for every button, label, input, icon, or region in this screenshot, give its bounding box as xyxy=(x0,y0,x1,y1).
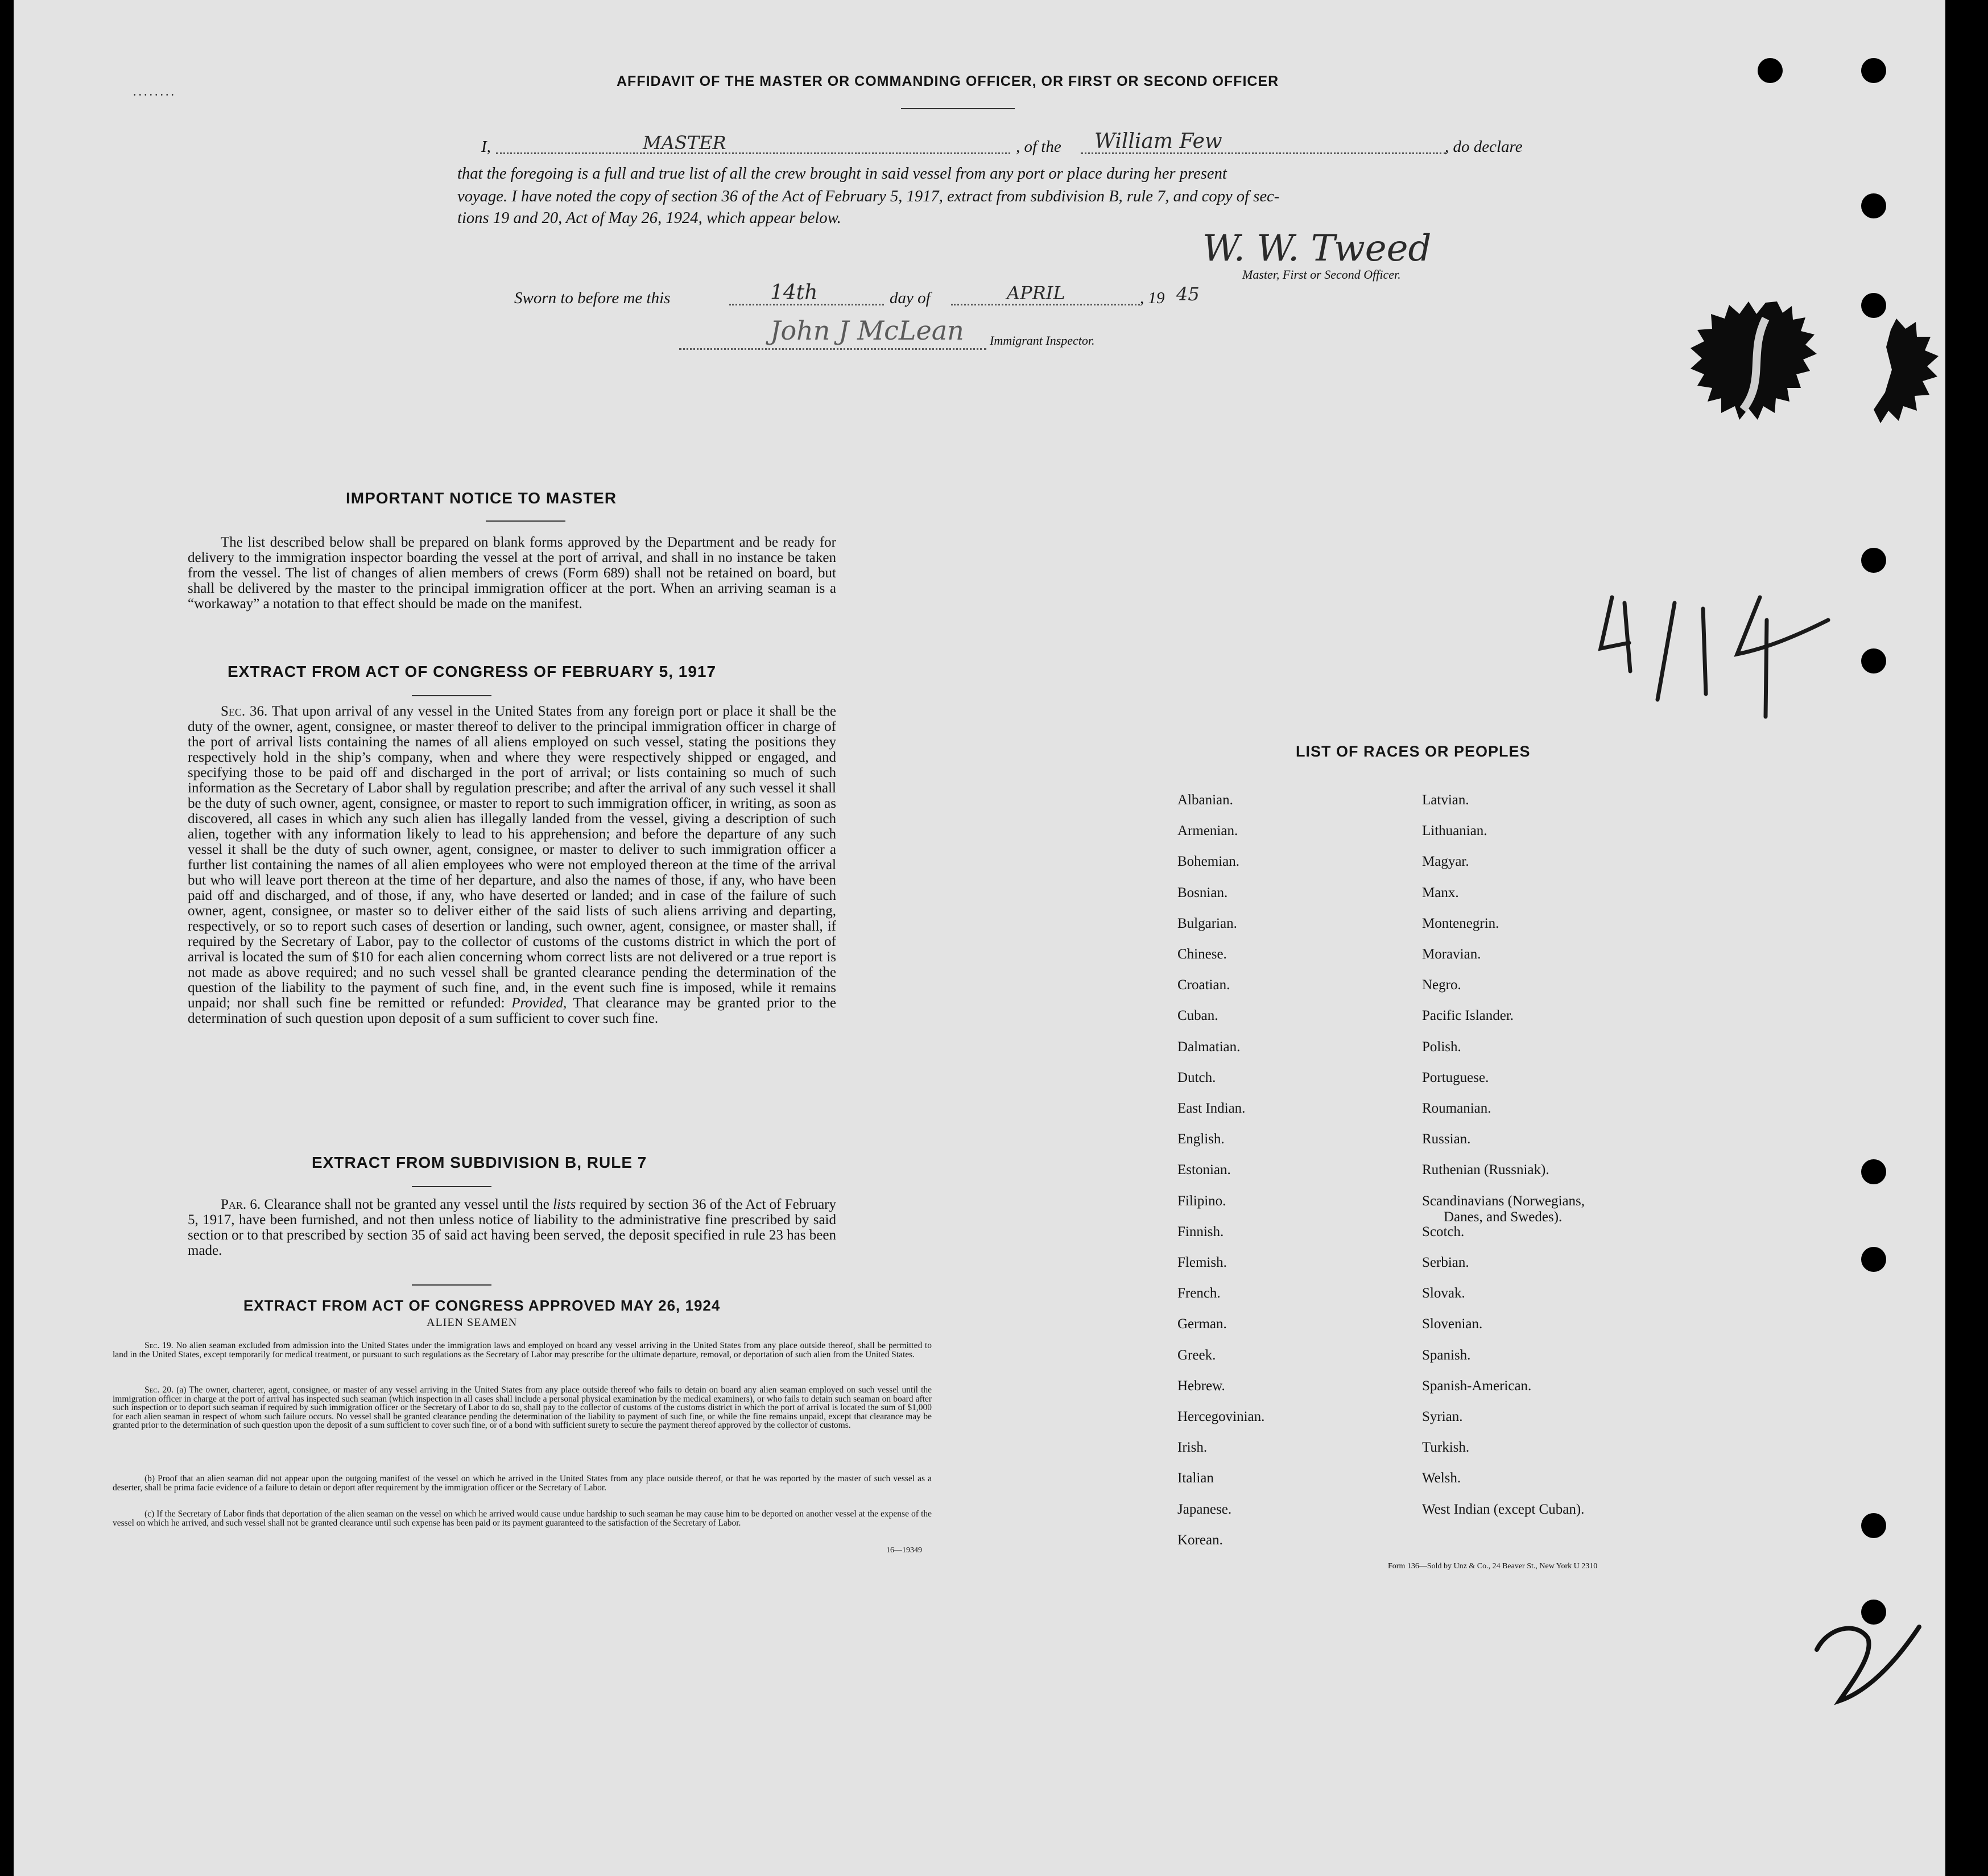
section-19-body: No alien seaman excluded from admission into the United States under the immigration laws and employed on board any vessel arriving in the United States from any place outside thereof, shall be permitted to land in the United States, except temporarily for medical treatment, or pursuant to such regulations as the Secretary of Labor may prescribe for the ultimate departure, removal, or deportation of such alien from the United States. xyxy=(113,1341,932,1360)
race-list-item: Danes, and Swedes). xyxy=(1444,1209,1563,1225)
race-list-item: Serbian. xyxy=(1422,1255,1469,1270)
form-footer: Form 136—Sold by Unz & Co., 24 Beaver St., New York U 2310 xyxy=(1388,1562,1598,1571)
race-list-item: Negro. xyxy=(1422,977,1461,993)
race-list-item: Estonian. xyxy=(1177,1162,1231,1178)
race-list-item: Bohemian. xyxy=(1177,854,1240,870)
rule7-text-a: Clearance shall not be granted any vessel until the xyxy=(264,1197,549,1212)
race-list-item: Bosnian. xyxy=(1177,885,1228,900)
master-signature: W. W. Tweed xyxy=(1202,228,1432,270)
race-list-item: Pacific Islander. xyxy=(1422,1008,1514,1024)
day-of-label: day of xyxy=(890,289,931,307)
year-prefix: , 19 xyxy=(1140,289,1165,307)
affidavit-body-line3: tions 19 and 20, Act of May 26, 1924, which appear below. xyxy=(457,209,841,227)
handwritten-date-4-14 xyxy=(1589,586,1851,734)
month-line xyxy=(951,304,1140,305)
affidavit-title: AFFIDAVIT OF THE MASTER OR COMMANDING OFFICER, OR FIRST OR SECOND OFFICER xyxy=(617,73,1279,89)
race-list-item: Dalmatian. xyxy=(1177,1039,1241,1055)
extract-1924-title: EXTRACT FROM ACT OF CONGRESS APPROVED MAY 26, 1924 xyxy=(243,1297,721,1314)
race-list-item: Dutch. xyxy=(1177,1069,1216,1085)
race-list-item: East Indian. xyxy=(1177,1101,1246,1116)
declarant-line xyxy=(496,152,1010,154)
affidavit-body-line2: voyage. I have noted the copy of section 36 of the Act of February 5, 1917, extract from subdivision B, rule 7, and copy of sec- xyxy=(457,188,1280,205)
race-list-item: Manx. xyxy=(1422,885,1459,900)
section-36-text: That upon arrival of any vessel in the United States from any foreign port or place it shall be the duty of the owner, agent, consignee, or master thereof to deliver to the principal immigration officer in charge of the port of arrival lists containing the names of all aliens employed on such vessel, stating the positions they respectively hold in the ship’s company, when and where they were respectively shipped or engaged, and specifying those to be paid off and discharged in the port of arrival; or lists containing so much of such information as the Secretary of Labor shall by regulation prescribe; and after the arrival of any such vessel it shall be the duty of such owner, agent, consignee, or master to report to such immigration officer, in writing, as soon as discovered, all cases in which any such alien has illegally landed from the vessel, giving a description of such alien, together with any information likely to lead to his apprehension; and before the departure of any such vessel it shall be the duty of such owner, agent, consignee, or master to deliver to such immigration officer a further list containing the names of all alien employees who were not employed thereon at the time of the arrival but who will leave port thereon at the time of her departure, and also the names of those, if any, who have been paid off and discharged, and of those, if any, who have deserted or landed; and in case of the failure of such owner, agent, consignee, or master so to deliver either of the said lists of such aliens arriving and departing, respectively, or so to report such cases of desertion or landing, such owner, agent, consignee, or master shall, if required by the Secretary of Labor, pay to the collector of customs of the customs district in which the port of arrival is located the sum of $10 for each alien concerning whom correct lists are not delivered or a true report is not made as above required; and no such vessel shall be granted clearance pending the determination of the question of the liability to the payment of such fine, and, in the event such fine is imposed, while it remains unpaid; nor shall such fine be remitted or refunded: xyxy=(188,704,836,1011)
race-list-item: Scandinavians (Norwegians, xyxy=(1422,1193,1585,1209)
section-20a-body: (a) The owner, charterer, agent, consignee, or master of any vessel arriving in the United States from any place outside thereof who fails to detain on board any alien seaman employed on such vessel until the immigration officer in charge at the port of arrival has inspected such seaman (which inspection in all cases shall include a personal physical examination by the medical examiners), or who fails to detain such seaman on board after such inspection or to deport such seaman if required by such immigration officer or the Secretary of Labor to do so, shall pay to the collector of customs of the customs district in which the port of arrival is located the sum of $1,000 for each alien seaman in respect of whom such failure occurs. No vessel shall be granted clearance pending the determination of the liability to payment of such fine, or while the fine remains unpaid, except that clearance may be granted prior to the determination of such question upon the deposit of a sum sufficient to cover such fine, or of a bond with sufficient surety to secure the payment thereof approved by the collector of customs. xyxy=(113,1385,932,1431)
binder-hole xyxy=(1861,1159,1886,1184)
race-list-item: Welsh. xyxy=(1422,1470,1461,1486)
lists-word: lists xyxy=(553,1197,576,1212)
section-20b-text: (b) Proof that an alien seaman did not appear upon the outgoing manifest of the vessel on which he arrived in the United States from any place outside thereof, or that he was reported by the master of such vessel as a deserter, shall be prima facie evidence of a failure to detain or deport after requirement by the immigration officer or the Secretary of Labor. xyxy=(113,1474,932,1493)
race-list-item: Greek. xyxy=(1177,1347,1216,1363)
race-list-item: Portuguese. xyxy=(1422,1069,1489,1085)
race-list-item: West Indian (except Cuban). xyxy=(1422,1501,1585,1517)
rule7-title: EXTRACT FROM SUBDIVISION B, RULE 7 xyxy=(312,1154,647,1171)
section-19-label: Sec. 19. xyxy=(144,1341,173,1350)
binder-hole xyxy=(1861,1247,1886,1272)
race-list-item: Korean. xyxy=(1177,1532,1223,1548)
race-list-item: Lithuanian. xyxy=(1422,823,1487,839)
notary-seal-icon xyxy=(1680,284,1953,523)
race-list-item: Cuban. xyxy=(1177,1008,1218,1024)
vessel-value: William Few xyxy=(1094,130,1222,153)
race-list-item: Moravian. xyxy=(1422,947,1481,962)
print-code: 16—19349 xyxy=(886,1546,922,1555)
inspector-caption: Immigrant Inspector. xyxy=(990,333,1095,348)
race-list-item: Roumanian. xyxy=(1422,1101,1491,1116)
extract-1924-rule-top xyxy=(412,1284,491,1286)
document-page xyxy=(14,0,1945,1876)
inspector-signature: John J McLean xyxy=(770,315,964,346)
race-list-item: Polish. xyxy=(1422,1039,1461,1055)
race-list-item: Bulgarian. xyxy=(1177,915,1237,931)
rule7-rule xyxy=(412,1186,491,1187)
race-list-item: Flemish. xyxy=(1177,1255,1227,1270)
race-list-item: Slovenian. xyxy=(1422,1316,1483,1332)
declare-label: , do declare xyxy=(1445,138,1523,156)
race-list-item: Montenegrin. xyxy=(1422,915,1499,931)
race-list-item: Spanish-American. xyxy=(1422,1378,1532,1394)
extract-1917-rule xyxy=(412,695,491,696)
notice-title: IMPORTANT NOTICE TO MASTER xyxy=(346,489,617,507)
race-list-item: Italian xyxy=(1177,1470,1214,1486)
race-list-item: Scotch. xyxy=(1422,1224,1465,1239)
affidavit-body-line1: that the foregoing is a full and true list of all the crew brought in said vessel from any port or place during her present xyxy=(457,165,1227,183)
rule7-text xyxy=(188,1197,836,1258)
sworn-label: Sworn to before me this xyxy=(514,289,671,307)
declarant-label: I, xyxy=(481,138,491,156)
race-list-item: Latvian. xyxy=(1422,792,1469,808)
section-36-label: Sec. 36. xyxy=(221,704,268,719)
extract-1917-title: EXTRACT FROM ACT OF CONGRESS OF FEBRUARY 5, 1917 xyxy=(228,663,717,680)
binder-hole xyxy=(1861,648,1886,673)
race-list-item: German. xyxy=(1177,1316,1227,1332)
day-value: 14th xyxy=(770,281,818,304)
race-list-item: Magyar. xyxy=(1422,854,1469,870)
provided-word: Provided, xyxy=(511,995,567,1011)
section-20a-text xyxy=(113,1386,932,1430)
race-list-item: Chinese. xyxy=(1177,947,1227,962)
signature-caption: Master, First or Second Officer. xyxy=(1242,267,1401,282)
race-list-item: Albanian. xyxy=(1177,792,1233,808)
year-value: 45 xyxy=(1176,283,1200,305)
par-6-label: Par. 6. xyxy=(221,1197,261,1212)
race-list-item: Syrian. xyxy=(1422,1409,1463,1424)
race-list-item: Hercegovinian. xyxy=(1177,1409,1265,1424)
binder-hole xyxy=(1758,58,1783,83)
month-value: APRIL xyxy=(1007,282,1065,304)
race-list-item: French. xyxy=(1177,1286,1221,1301)
notice-text: The list described below shall be prepared on blank forms approved by the Department and be ready for delivery to the immigration inspector boarding the vessel at the port of arrival, and shall in no instance be taken from the vessel. The list of changes of alien members of crews (Form 689) shall not be retained on board, but shall be delivered by the master to the principal immigration officer at the port. When an arriving seaman is a “workaway” a notation to that effect should be made on the manifest. xyxy=(188,535,836,611)
binder-hole xyxy=(1861,58,1886,83)
race-list-item: Turkish. xyxy=(1422,1440,1470,1456)
race-list-item: Spanish. xyxy=(1422,1347,1471,1363)
corner-dots: ........ xyxy=(133,84,176,98)
race-list-item: Irish. xyxy=(1177,1440,1208,1456)
binder-hole xyxy=(1861,193,1886,218)
race-list-item: Japanese. xyxy=(1177,1501,1232,1517)
section-36-text-end: That clearance may be granted prior to the determination of such question upon deposit of a sum sufficient to cover such fine. xyxy=(188,995,836,1026)
race-list-item: English. xyxy=(1177,1131,1225,1147)
section-20c-text: (c) If the Secretary of Labor finds that deportation of the alien seaman on the vessel on which he arrived would cause undue hardship to such seaman he may cause him to be deported on another vessel at the expense of the vessel on which he arrived, and such vessel shall not be granted clearance until such expense has been paid or its payment guaranteed to the satisfaction of the Secretary of Labor. xyxy=(113,1509,932,1528)
handwritten-page-number xyxy=(1805,1615,1931,1712)
race-list-item: Croatian. xyxy=(1177,977,1230,993)
race-list-item: Hebrew. xyxy=(1177,1378,1225,1394)
race-list-item: Finnish. xyxy=(1177,1224,1224,1239)
binder-hole xyxy=(1861,1513,1886,1538)
race-list-item: Ruthenian (Russniak). xyxy=(1422,1162,1549,1178)
declarant-value: MASTER xyxy=(643,132,726,154)
races-title: LIST OF RACES OR PEOPLES xyxy=(1296,743,1531,760)
rule7-text-b: required by section 36 of the Act of February 5, 1917, have been furnished, and not then unless notice of liability to the administrative fine prescribed by said section or to that prescribed by section 35 of said act having been served, the deposit specified in rule 23 has been made. xyxy=(188,1197,836,1258)
notice-rule xyxy=(486,520,565,522)
race-list-item: Russian. xyxy=(1422,1131,1471,1147)
title-rule xyxy=(901,108,1015,109)
vessel-label: , of the xyxy=(1016,138,1061,156)
section-20-label: Sec. 20. xyxy=(144,1385,174,1395)
extract-1917-text xyxy=(188,704,836,1026)
section-19-text xyxy=(113,1341,932,1359)
race-list-item: Filipino. xyxy=(1177,1193,1226,1209)
race-list-item: Armenian. xyxy=(1177,823,1238,839)
binder-hole xyxy=(1861,548,1886,573)
alien-seamen-subtitle: ALIEN SEAMEN xyxy=(427,1316,518,1329)
race-list-item: Slovak. xyxy=(1422,1286,1465,1301)
inspector-line xyxy=(679,348,986,350)
